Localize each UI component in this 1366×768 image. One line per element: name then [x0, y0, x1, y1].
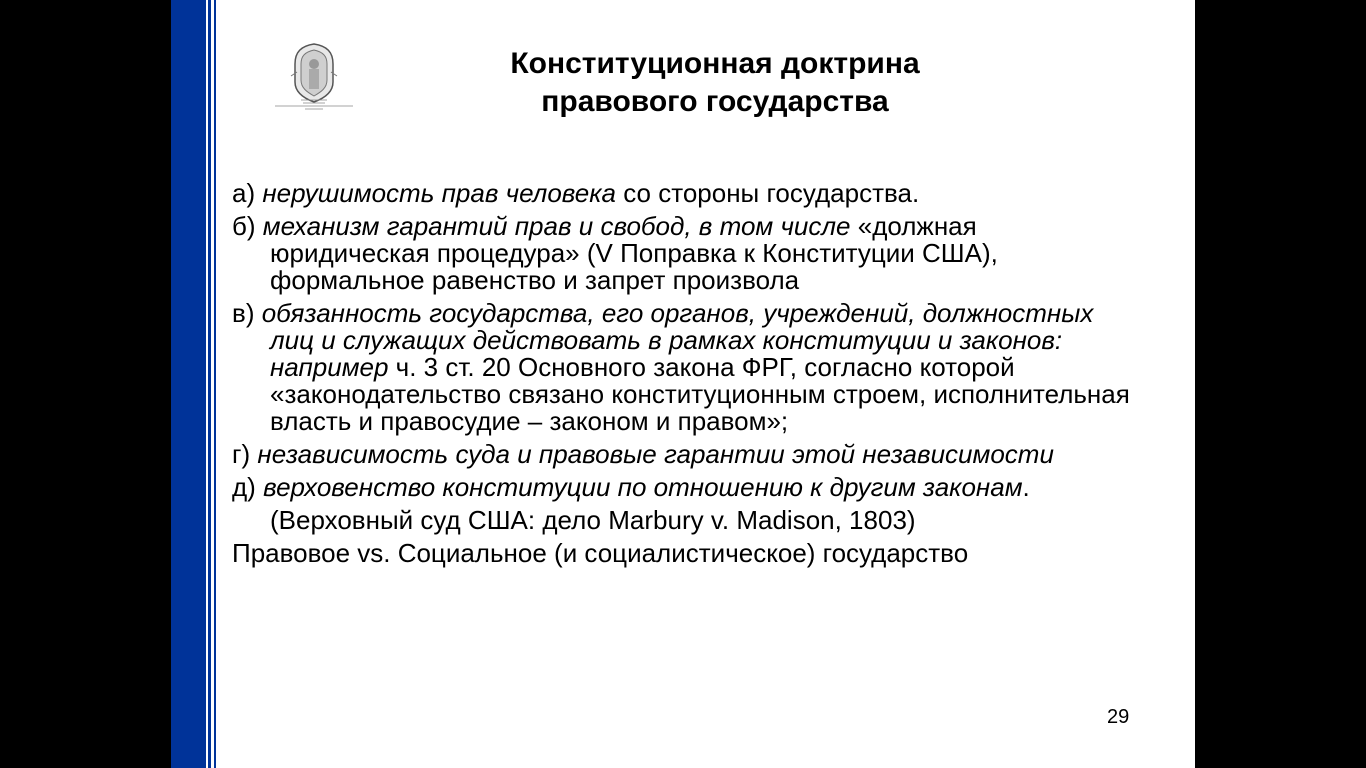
title-line-1: Конституционная доктрина [510, 47, 920, 80]
title-line-2: правового государства [541, 85, 889, 118]
slide [171, 0, 1195, 768]
comparison-line: Правовое vs. Социальное (и социалистическое) государство [232, 538, 969, 568]
list-item: б) механизм гарантий прав и свобод, в том числе «должная юридическая процедура» (V Поправка к Конституции США), формальное равенство и запрет произвола [232, 211, 998, 295]
slide-body [232, 180, 1132, 567]
left-accent-bar [171, 0, 206, 768]
list-item: г) независимость суда и правовые гарантии этой независимости [232, 439, 1054, 469]
list-item: д) верховенство конституции по отношению к другим законам. [232, 472, 1030, 502]
list-item: в) обязанность государства, его органов, учреждений, должностных лиц и служащих действовать в рамках конституции и законов: например ч. 3 ст. 20 Основного закона ФРГ, согласно которой «законодательство связано конституционным строем, исполнительная власть и правосудие – законом и правом»; [232, 298, 1130, 436]
accent-bar-thin-stripe [214, 0, 216, 768]
list-item: а) нерушимость прав человека со стороны государства. [232, 178, 920, 208]
case-note: (Верховный суд США: дело Marbury v. Madison, 1803) [270, 505, 916, 535]
university-seal-icon [273, 42, 355, 112]
page-number: 29 [1107, 706, 1130, 728]
slide-title [411, 45, 1019, 121]
